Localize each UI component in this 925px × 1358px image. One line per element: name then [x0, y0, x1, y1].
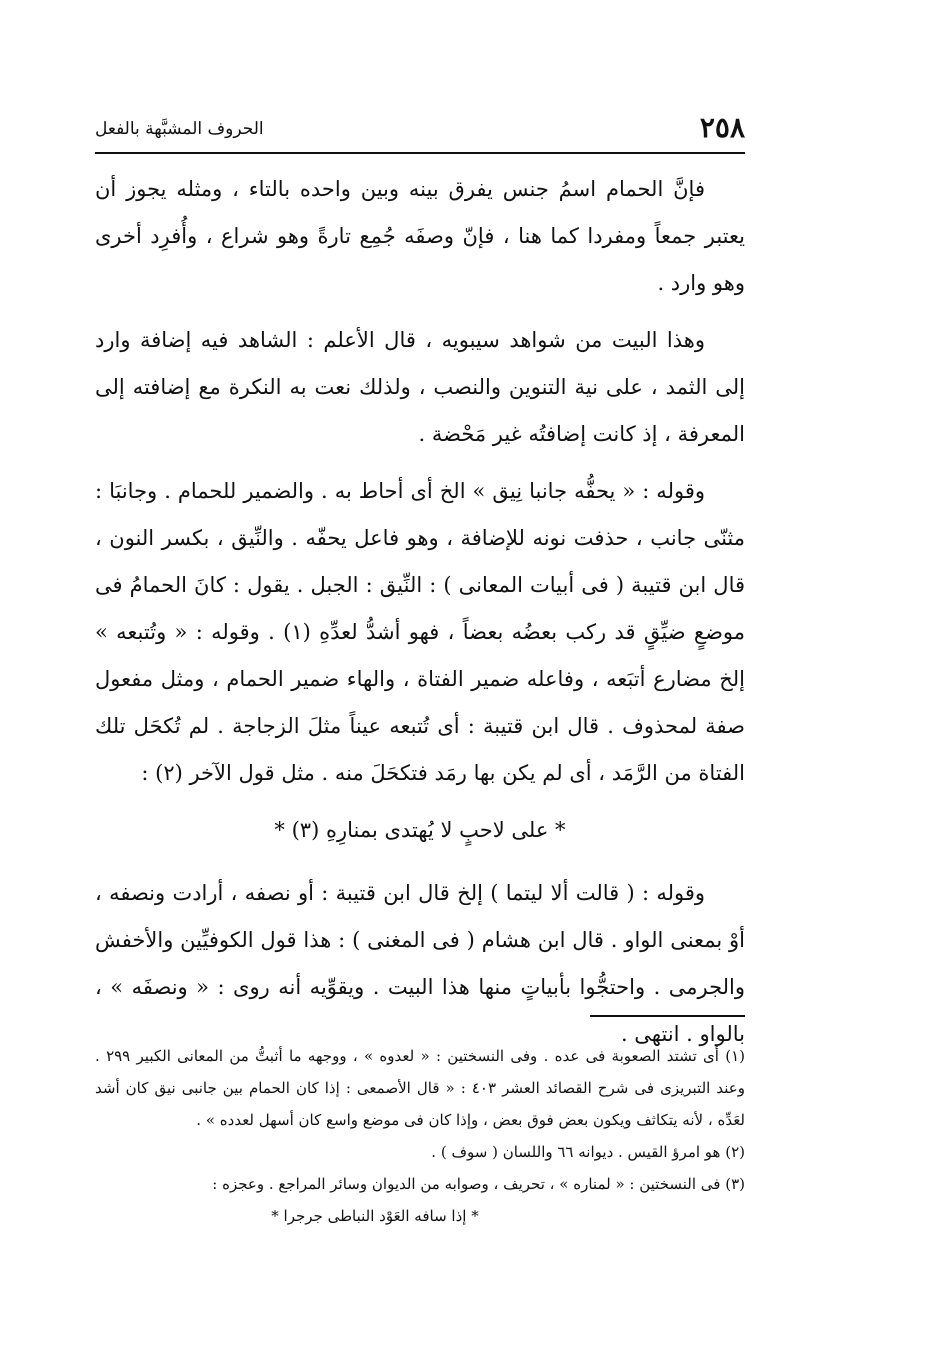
paragraph: وهذا البيت من شواهد سيبويه ، قال الأعلم : الشاهد فيه إضافة وارد إلى الثمد ، على نية التنوين والنصب ، ولذلك نعت به النكرة مع إضافته إلى المعرفة ، إذ كانت إضافتُه غير مَحْضة . [95, 328, 745, 446]
paragraph: وقوله : ( قالت ألا ليتما ) إلخ قال ابن قتيبة : أو نصفه ، أرادت ونصفه ، أوْ بمعنى الواو . قال ابن هشام ( فى المغنى ) : هذا قول الكوفيِّين والأخفش والجرمى . واحتجُّوا بأبياتٍ منها هذا البيت . ويقوِّيه أنه روى : « ونصفَه » ، بالواو . انتهى . [95, 881, 745, 1046]
footnotes [95, 1040, 745, 1232]
footnote-1: (١) أى تشتد الصعوبة فى عده . وفى النسختين : « لعدوه » ، ووجهه ما أثبتُّ من المعانى الكبير ٢٩٩ . وعند التبريزى فى شرح القصائد العشر ٤٠٣ : « قال الأصمعى : إذا كان الحمام بين جانبى نيق كان أشد لعَدِّه ، لأنه يتكاثف ويكون بعض فوق بعض ، وإذا كان فى موضع واسع كان أسهل لعدده » . [95, 1047, 745, 1129]
verse-line: * على لاحبٍ لا يُهتدى بمنارِهِ (٣) * [274, 818, 566, 842]
running-title: الحروف المشبَّهة بالفعل [95, 119, 264, 139]
footnote-3: (٣) فى النسختين : « لمناره » ، تحريف ، وصوابه من الديوان وسائر المراجع . وعجزه : [212, 1175, 745, 1193]
paragraph: فإنَّ الحمام اسمُ جنس يفرق بينه وبين واحده بالتاء ، ومثله يجوز أن يعتبر جمعاً ومفردا كما هنا ، فإنّ وصفَه جُمِع تارةً وهو شراع ، وأُفرِد أخرى وهو وارد . [95, 177, 745, 295]
main-text [95, 166, 745, 1068]
header-rule [95, 152, 745, 154]
footnote-2: (٢) هو امرؤ القيس . ديوانه ٦٦ واللسان ( سوف ) . [431, 1143, 745, 1161]
footnote-3-verse: * إذا سافه العَوْد النباطى جرجرا * [271, 1207, 479, 1225]
paragraph: وقوله : « يحفُّه جانبا نِيق » الخ أى أحاط به . والضمير للحمام . وجانبَا : مثنّى جانب ، حذفت نونه للإضافة ، وهو فاعل يحفّه . والنِّيق ، بكسر النون ، قال ابن قتيبة ( فى أبيات المعانى ) : النِّيق : الجبل . يقول : كانَ الحمامُ فى موضعٍ ضيِّقٍ قد ركب بعضُه بعضاً ، فهو أشدُّ لعدِّهِ (١) . وقوله : « وتُتبعه » إلخ مضارع أتبَعه ، وفاعله ضمير الفتاة ، والهاء ضمير الحمام ، ومثل مفعول صفة لمحذوف . قال ابن قتيبة : أى تُتبعه عيناً مثلَ الزجاجة . لم تُكحَل تلك الفتاة من الرَّمَد ، أى لم يكن بها رمَد فتكحَلَ منه . مثل قول الآخر (٢) : [95, 479, 745, 785]
footnote-separator [590, 1015, 745, 1017]
page-header [95, 108, 745, 152]
page-number: ٢٥٨ [699, 111, 745, 144]
